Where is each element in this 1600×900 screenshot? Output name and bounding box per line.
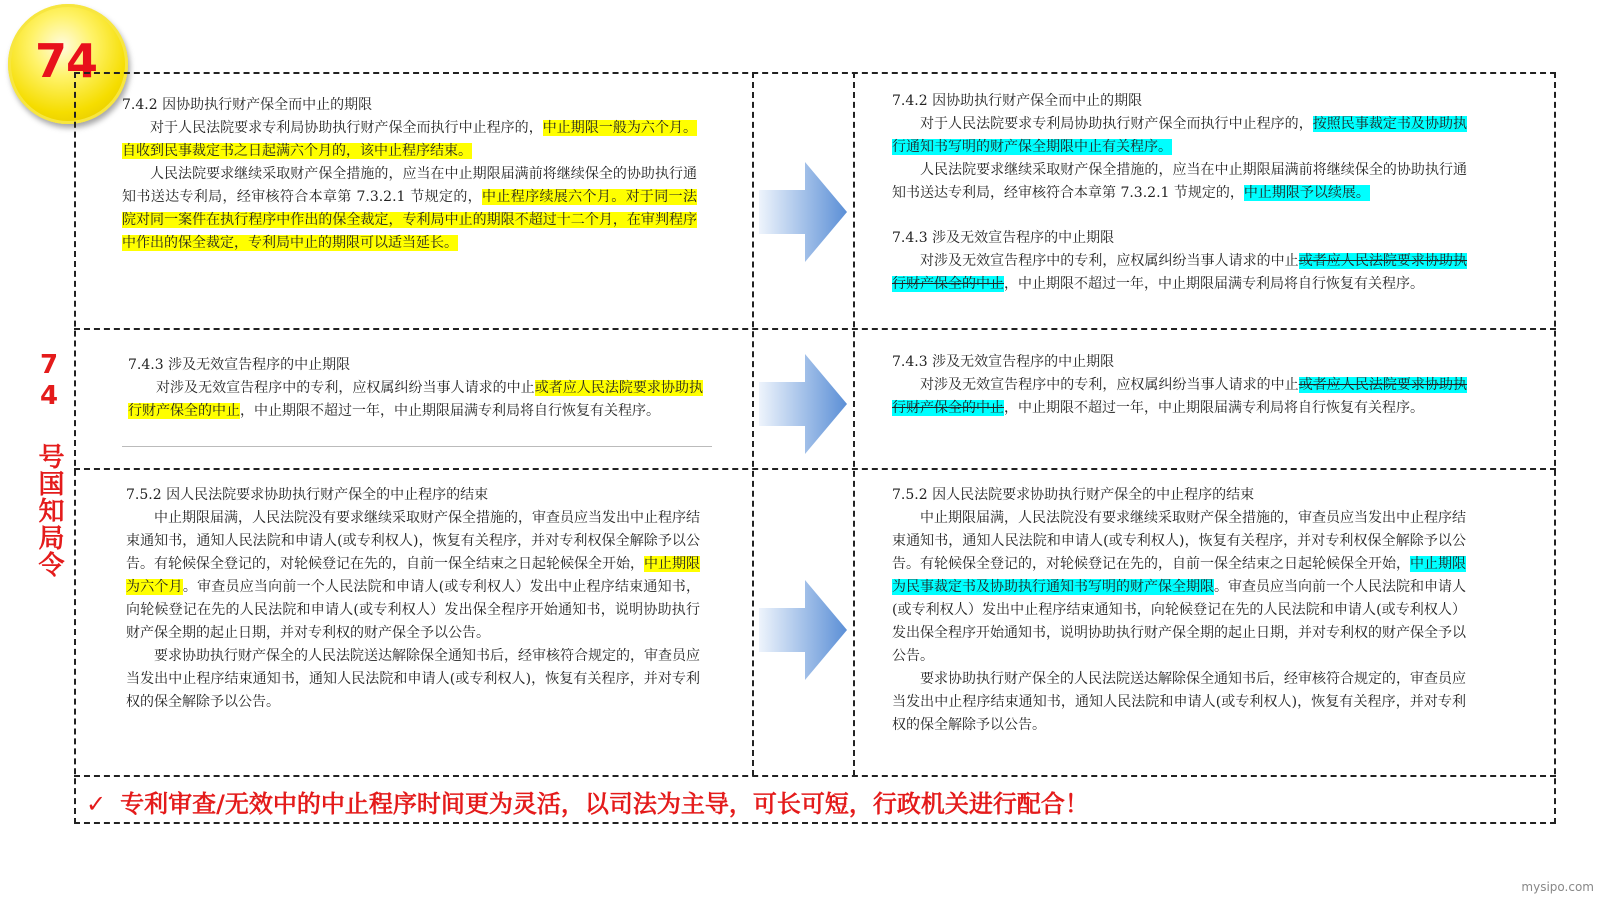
highlighted-text: 中止期限一般为六个月。自收到民事裁定书之日起满六个月的，该中止程序结束。 [122, 120, 698, 159]
watermark: mysipo.com [1521, 880, 1594, 894]
highlighted-text: 或者应人民法院要求协助执行财产保全的中止 [128, 380, 704, 419]
text-run: 中止期限届满，人民法院没有要求继续采取财产保全措施的，审查员应当发出中止程序结束通知书，通知人民法院和申请人(或专利权人)，恢复有关程序，并对专利权保全解除予以公告。有轮候保全登记的，对轮候登记在先的，自前一保全结束之日起轮候保全开始， [126, 510, 700, 572]
text-run: 对涉及无效宣告程序中的专利，应权属纠纷当事人请求的中止 [920, 253, 1299, 269]
highlighted-text: 或者应人民法院要求协助执行财产保全的中止 [892, 253, 1468, 292]
paragraph [122, 117, 697, 163]
paragraph [892, 507, 1466, 668]
side-label: 74 号国知局令 [34, 350, 64, 578]
arrow-right-icon [757, 352, 849, 456]
row1-new-heading: 7.4.2 因协助执行财产保全而中止的期限 [892, 93, 1143, 109]
text-run: 人民法院要求继续采取财产保全措施的，应当在中止期限届满前将继续保全的协助执行通知书送达专利局，经审核符合本章第 7.3.2.1 节规定的， [892, 162, 1467, 201]
row2-new-text [892, 351, 1467, 420]
conclusion-text: 专利审查/无效中的中止程序时间更为灵活，以司法为主导，可长可短，行政机关进行配合！ [120, 790, 1089, 818]
text-run: 。审查员应当向前一个人民法院和申请人(或专利权人）发出中止程序结束通知书，向轮候登记在先的人民法院和申请人(或专利权人）发出保全程序开始通知书，说明协助执行财产保全期的起止日期，并对专利权的财产保全予以公告。 [126, 579, 700, 641]
row2-old-heading: 7.4.3 涉及无效宣告程序的中止期限 [128, 357, 351, 373]
row-divider-2 [74, 468, 1556, 470]
paragraph [122, 163, 697, 255]
row3-old-heading: 7.5.2 因人民法院要求协助执行财产保全的中止程序的结束 [126, 487, 489, 503]
conclusion-note [86, 784, 1089, 819]
paragraph [892, 668, 1466, 737]
arrow-right-icon [757, 160, 849, 264]
highlighted-text: 中止期限为六个月 [126, 556, 700, 595]
row1-new-paragraphs [892, 113, 1467, 205]
checkmark-icon: ✓ [86, 790, 107, 818]
highlighted-text: 按照民事裁定书及协助执行通知书写明的财产保全期限中止有关程序。 [892, 116, 1468, 155]
row-divider-1 [74, 328, 1556, 330]
row1-new-text [892, 90, 1467, 296]
text-run: 对于人民法院要求专利局协助执行财产保全而执行中止程序的， [920, 116, 1313, 132]
text-run: ，中止期限不超过一年，中止期限届满专利局将自行恢复有关程序。 [1004, 400, 1424, 416]
row3-old-paragraphs [126, 507, 700, 714]
row-divider-3 [74, 775, 1556, 777]
text-run: 中止期限届满，人民法院没有要求继续采取财产保全措施的，审查员应当发出中止程序结束通知书，通知人民法院和申请人(或专利权人)，恢复有关程序，并对专利权保全解除予以公告。有轮候保全登记的，对轮候登记在先的，自前一保全结束之日起轮候保全开始， [892, 510, 1466, 572]
paragraph [126, 507, 700, 645]
text-run: ，中止期限不超过一年，中止期限届满专利局将自行恢复有关程序。 [1004, 276, 1424, 292]
badge-number: 74 [34, 34, 97, 88]
paragraph [126, 645, 700, 714]
text-run: 人民法院要求继续采取财产保全措施的，应当在中止期限届满前将继续保全的协助执行通知书送达专利局，经审核符合本章第 7.3.2.1 节规定的， [122, 166, 697, 205]
arrow-right-icon [757, 578, 849, 682]
highlighted-text: 中止期限为民事裁定书及协助执行通知书写明的财产保全期限 [892, 556, 1466, 595]
paragraph [892, 113, 1467, 159]
row2-new-paragraphs [892, 374, 1467, 420]
row3-old-text [126, 484, 700, 714]
paragraph [892, 159, 1467, 205]
paragraph [892, 250, 1467, 296]
text-run: 。审查员应当向前一个人民法院和申请人(或专利权人）发出中止程序结束通知书，向轮候登记在先的人民法院和申请人(或专利权人）发出保全程序开始通知书，说明协助执行财产保全期的起止日期，并对专利权的财产保全予以公告。 [892, 579, 1466, 664]
column-divider-2 [853, 72, 855, 776]
highlighted-text: 中止期限予以续展。 [1243, 185, 1370, 201]
highlighted-text: 或者应人民法院要求协助执行财产保全的中止 [892, 377, 1468, 416]
row1-new-paragraphs2 [892, 250, 1467, 296]
text-run: 对涉及无效宣告程序中的专利，应权属纠纷当事人请求的中止 [156, 380, 535, 396]
row3-new-paragraphs [892, 507, 1466, 737]
text-run: 对于人民法院要求专利局协助执行财产保全而执行中止程序的， [150, 120, 543, 136]
text-run: ，中止期限不超过一年，中止期限届满专利局将自行恢复有关程序。 [240, 403, 660, 419]
row2-old-text [128, 354, 703, 423]
row1-new-heading2: 7.4.3 涉及无效宣告程序的中止期限 [892, 230, 1115, 246]
paragraph [892, 374, 1467, 420]
column-divider-1 [752, 72, 754, 776]
row1-old-text [122, 94, 697, 255]
row3-new-heading: 7.5.2 因人民法院要求协助执行财产保全的中止程序的结束 [892, 487, 1255, 503]
paragraph [128, 377, 703, 423]
row1-old-heading: 7.4.2 因协助执行财产保全而中止的期限 [122, 97, 373, 113]
row1-old-paragraphs [122, 117, 697, 255]
highlighted-text: 中止程序续展六个月。对于同一法院对同一案件在执行程序中作出的保全裁定，专利局中止的期限不超过十二个月，在审判程序中作出的保全裁定，专利局中止的期限可以适当延长。 [122, 189, 697, 251]
row2-new-heading: 7.4.3 涉及无效宣告程序的中止期限 [892, 354, 1115, 370]
text-run: 要求协助执行财产保全的人民法院送达解除保全通知书后，经审核符合规定的，审查员应当发出中止程序结束通知书，通知人民法院和申请人(或专利权人)，恢复有关程序，并对专利权的保全解除予以公告。 [126, 648, 700, 710]
row2-clip-rule [122, 446, 712, 447]
text-run: 对涉及无效宣告程序中的专利，应权属纠纷当事人请求的中止 [920, 377, 1299, 393]
text-run: 要求协助执行财产保全的人民法院送达解除保全通知书后，经审核符合规定的，审查员应当发出中止程序结束通知书，通知人民法院和申请人(或专利权人)，恢复有关程序，并对专利权的保全解除予以公告。 [892, 671, 1466, 733]
row2-old-paragraphs [128, 377, 703, 423]
row3-new-text [892, 484, 1466, 737]
